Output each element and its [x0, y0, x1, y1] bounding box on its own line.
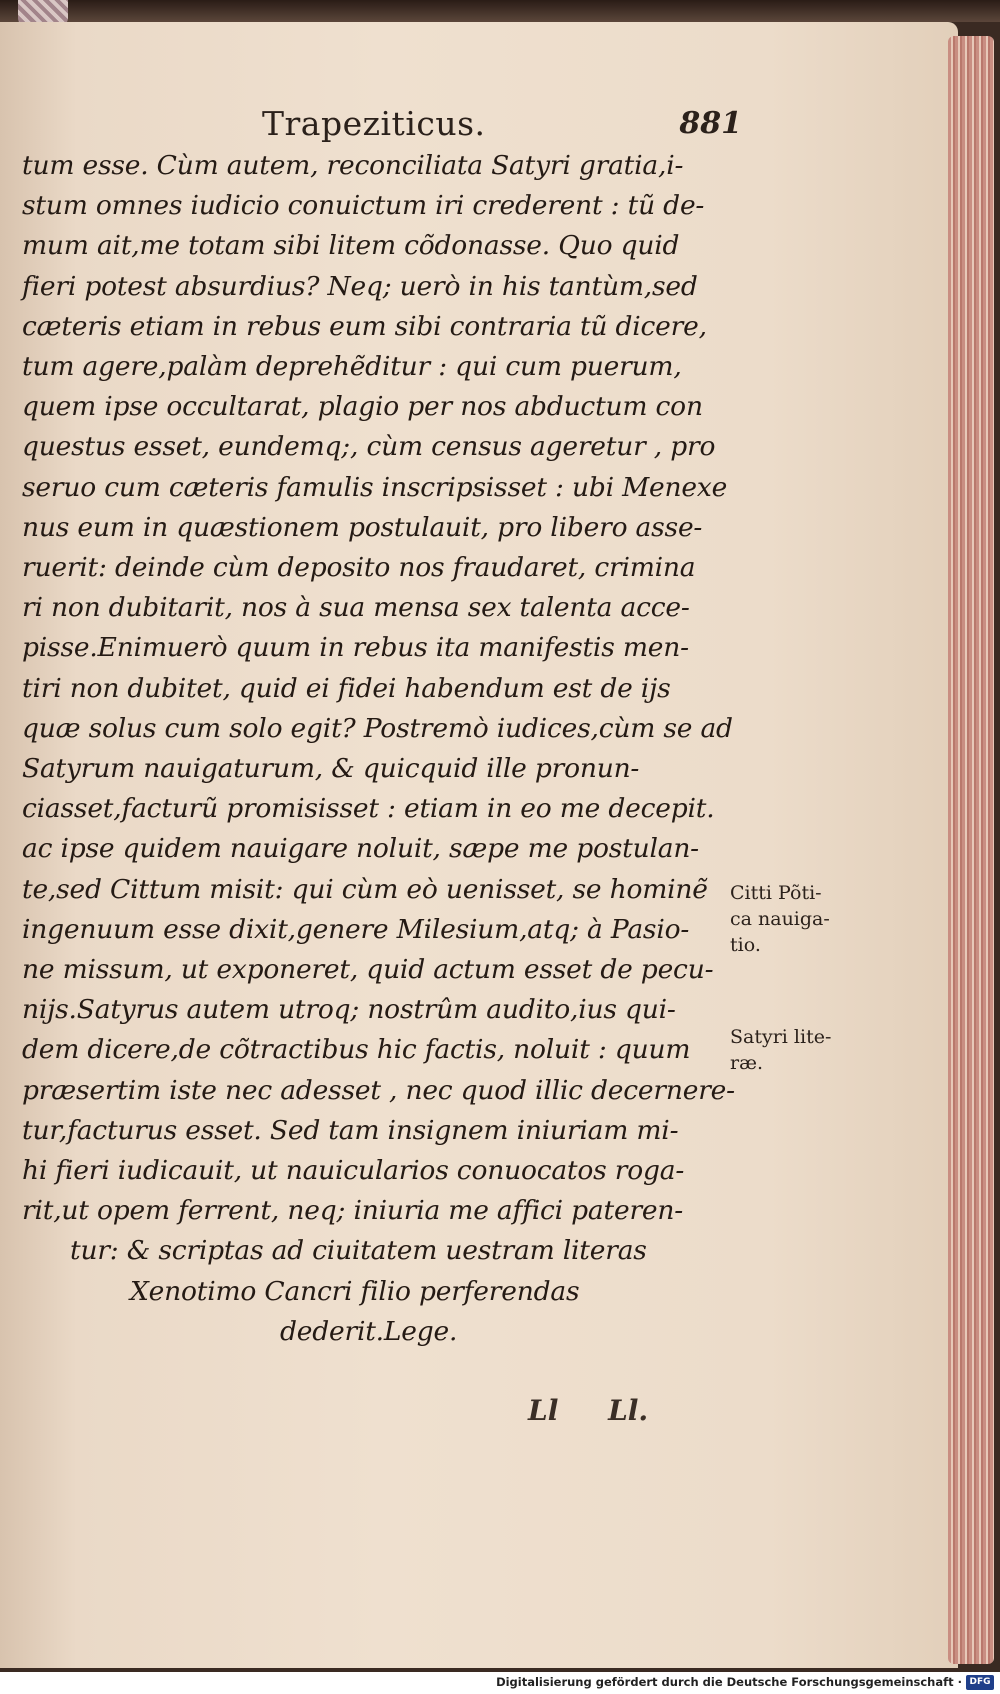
binding-top	[0, 0, 1000, 22]
book-page	[0, 22, 958, 1668]
text-line: quem ipse occultarat, plagio per nos abductum con	[22, 391, 703, 423]
text-line: rit,ut opem ferrent, neq; iniuria me affici pateren-	[22, 1195, 684, 1227]
text-line: mum ait,me totam sibi litem cõdonasse. Quo quid	[22, 230, 680, 262]
text-line: fieri potest absurdius? Neq; uerò in his tantùm,sed	[22, 270, 698, 302]
text-line: dederit.Lege.	[280, 1315, 458, 1347]
text-line: ac ipse quidem nauigare noluit, sæpe me postulan-	[22, 833, 699, 865]
text-line: nus eum in quæstionem postulauit, pro libero asse-	[22, 511, 703, 543]
text-line: te,sed Cittum misit: qui cùm eò uenisset, se hominẽ	[22, 873, 708, 905]
page-header	[262, 104, 742, 150]
page-edges	[948, 36, 994, 1664]
funding-credit: Digitalisierung gefördert durch die Deutsche Forschungsgemeinschaft ·	[496, 1675, 962, 1689]
text-line: seruo cum cæteris famulis inscripsisset : ubi Menexe	[22, 471, 728, 503]
marginal-note-line: ræ.	[730, 1052, 763, 1074]
text-line: præsertim iste nec adesset , nec quod illic decernere-	[22, 1074, 735, 1106]
marginal-note-line: Citti Põti-	[730, 882, 822, 904]
text-line: quæ solus cum solo egit? Postremò iudices,cùm se ad	[22, 712, 733, 744]
text-line: Satyrum nauigaturum, & quicquid ille pronun-	[22, 753, 640, 785]
text-line: Xenotimo Cancri filio perferendas	[130, 1275, 580, 1307]
text-line: hi fieri iudicauit, ut nauicularios conuocatos roga-	[22, 1155, 685, 1187]
marginal-note-line: ca nauiga-	[730, 908, 830, 930]
text-line: dem dicere,de cõtractibus hic factis, noluit : quum	[22, 1034, 691, 1066]
marginal-note-line: Satyri lite-	[730, 1026, 832, 1048]
text-line: ciasset,facturũ promisisset : etiam in eo me decepit.	[22, 793, 715, 825]
text-line: tur,facturus esset. Sed tam insignem iniuriam mi-	[22, 1114, 679, 1146]
running-head: Trapeziticus.	[262, 104, 486, 143]
text-line: tum agere,palàm deprehẽditur : qui cum puerum,	[22, 351, 682, 383]
main-text-block	[22, 146, 742, 1352]
text-line: cæteris etiam in rebus eum sibi contraria tũ dicere,	[22, 310, 707, 342]
marginal-note-citti	[730, 880, 830, 958]
folio-number: 881	[679, 106, 742, 141]
text-line: tum esse. Cùm autem, reconciliata Satyri gratia,i-	[22, 150, 684, 181]
marginal-note-line: tio.	[730, 934, 761, 956]
marginal-note-satyri	[730, 1024, 831, 1076]
text-line: pisse.Enimuerò quum in rebus ita manifestis men-	[22, 632, 689, 664]
catchword: Ll Ll.	[528, 1394, 649, 1427]
text-line: stum omnes iudicio conuictum iri crederent : tũ de-	[22, 190, 705, 222]
text-line: ri non dubitarit, nos à sua mensa sex talenta acce-	[22, 592, 690, 624]
dfg-logo-icon: DFG	[966, 1675, 994, 1690]
text-line: ingenuum esse dixit,genere Milesium,atq; à Pasio-	[22, 913, 690, 945]
text-line: questus esset, eundemq;, cùm census ageretur , pro	[22, 431, 716, 463]
footer-bar	[0, 1672, 1000, 1694]
text-line: tiri non dubitet, quid ei fidei habendum est de ijs	[22, 672, 671, 704]
text-line: ne missum, ut exponeret, quid actum esset de pecu-	[22, 954, 714, 986]
text-line: ruerit: deinde cùm deposito nos fraudaret, crimina	[22, 552, 696, 584]
text-line: tur: & scriptas ad ciuitatem uestram literas	[70, 1235, 647, 1267]
text-line: nijs.Satyrus autem utroq; nostrûm audito,ius qui-	[22, 994, 676, 1026]
